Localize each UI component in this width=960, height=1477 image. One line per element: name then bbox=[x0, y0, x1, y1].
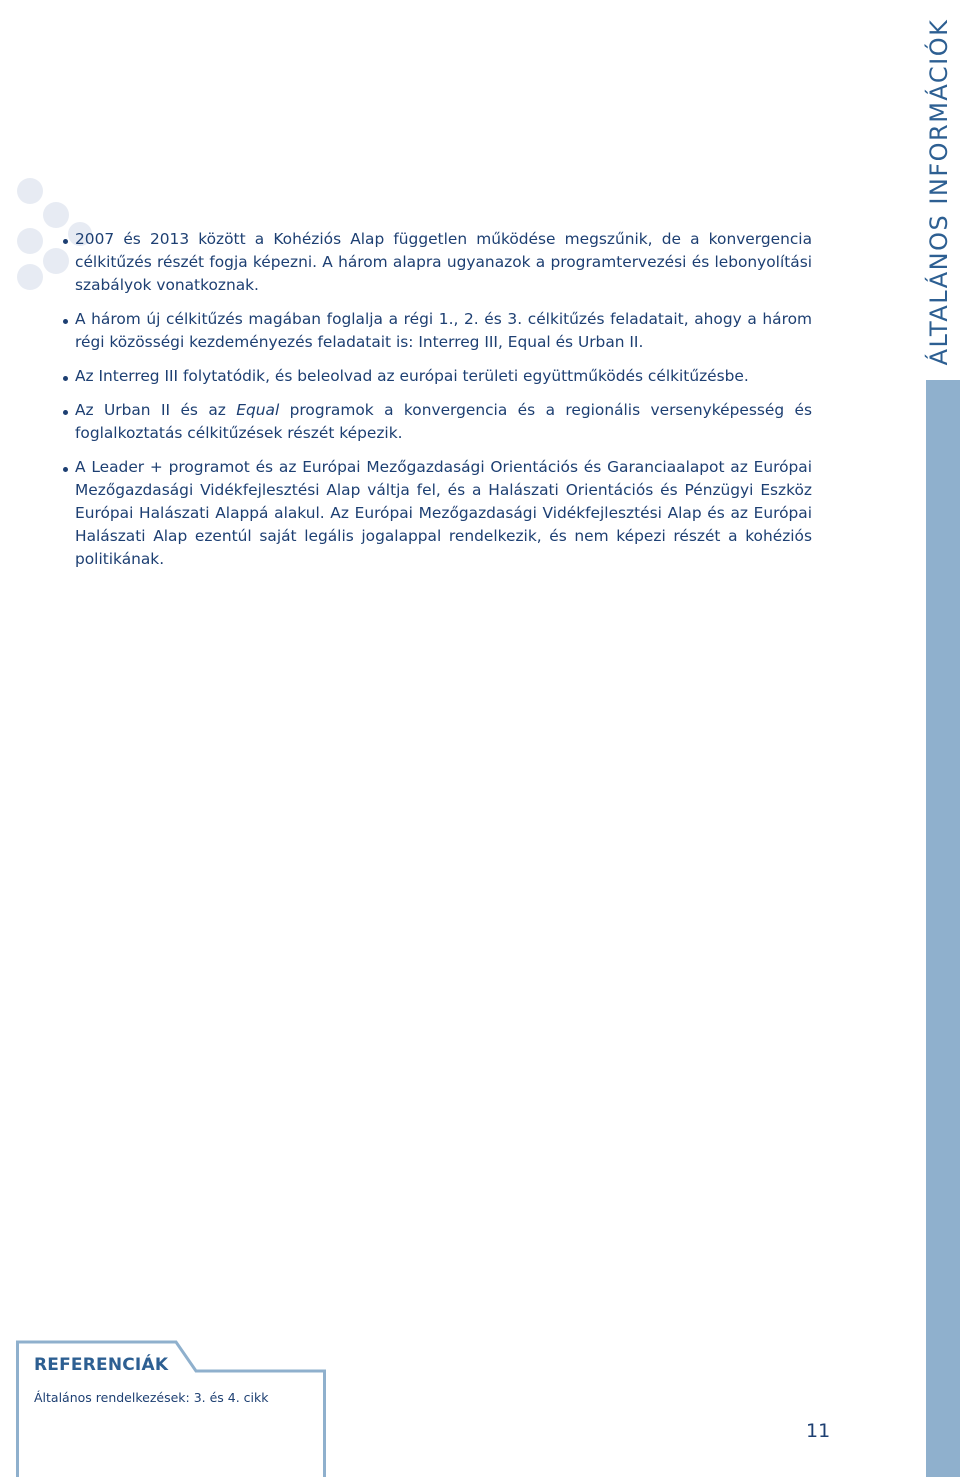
dot bbox=[17, 178, 43, 204]
section-label: ÁLTALÁNOS INFORMÁCIÓK bbox=[925, 18, 953, 366]
bullet-text: A Leader + programot és az Európai Mezőgazdasági Orientációs és Garanciaalapot az Európai Mezőgazdasági Vidékfejlesztési Alap váltja fel, és a Halászati Orientációs és Pénzügyi Eszköz Európai Halászati Alappá alakul. Az Európai Mezőgazdasági Vidékfejlesztési Alap és az Európai Halászati Alap ezentúl saját legális jogalappal rendelkezik, és nem képezi részét a kohéziós politikának. bbox=[75, 458, 812, 568]
page-number: 11 bbox=[806, 1420, 831, 1442]
bullet-text: A három új célkitűzés magában foglalja a régi 1., 2. és 3. célkitűzés feladatait, ahogy a három régi közösségi kezdeményezés feladatait is: Interreg III, Equal és Urban II. bbox=[75, 310, 812, 351]
bullet-text: Az Interreg III folytatódik, és beleolvad az európai területi együttműködés célkitűzésbe. bbox=[75, 367, 749, 385]
dot bbox=[43, 202, 69, 228]
references-box bbox=[16, 1340, 326, 1477]
dot bbox=[17, 228, 43, 254]
bullet-text: 2007 és 2013 között a Kohéziós Alap független működése megszűnik, de a konvergencia célkitűzés részét fogja képezni. A három alapra ugyanazok a programtervezési és lebonyolítási szabályok vonatkoznak. bbox=[75, 230, 812, 294]
bullet-item bbox=[62, 456, 812, 571]
references-title: REFERENCIÁK bbox=[34, 1355, 169, 1375]
bullet-item bbox=[62, 228, 812, 297]
bullet-item bbox=[62, 365, 812, 388]
bullet-item bbox=[62, 308, 812, 354]
bullet-text-italic: Equal bbox=[236, 401, 280, 419]
bullet-text: Az Urban II és az bbox=[75, 401, 237, 419]
bullet-item bbox=[62, 399, 812, 445]
dot bbox=[17, 264, 43, 290]
bullet-text: programok a konvergencia és a regionális versenyképesség és foglalkoztatás célkitűzések részét képezik. bbox=[75, 401, 812, 442]
bullet-list bbox=[62, 228, 812, 582]
references-text: Általános rendelkezések: 3. és 4. cikk bbox=[34, 1390, 269, 1405]
